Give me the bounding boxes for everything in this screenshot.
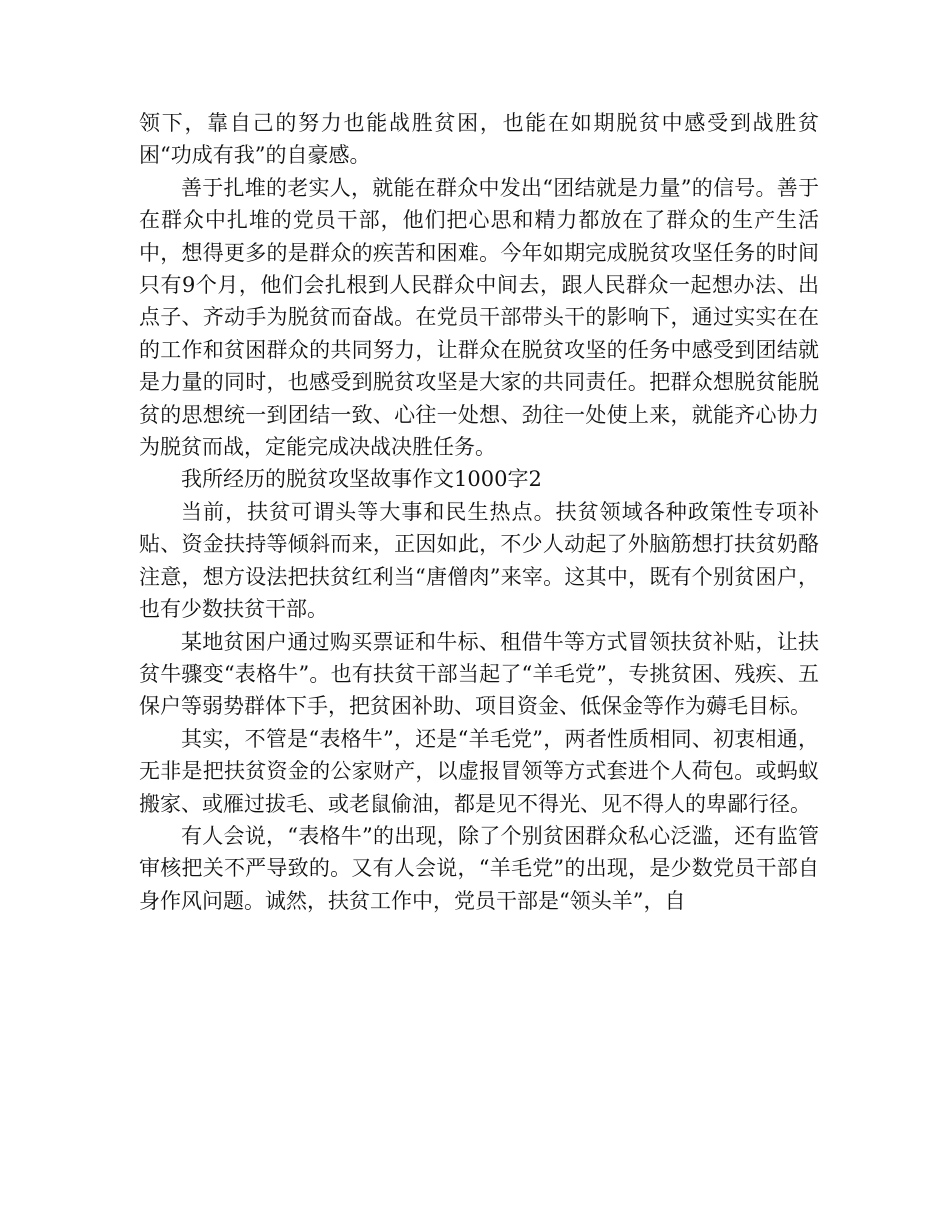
paragraph-4: 某地贫困户通过购买票证和牛标、租借牛等方式冒领扶贫补贴，让扶贫牛骤变“表格牛”。也有扶贫干部当起了“羊毛党”，专挑贫困、残疾、五保户等弱势群体下手，把贫困补助、项目资金、低保金等作为薅毛目标。 bbox=[139, 629, 819, 719]
paragraph-3: 当前，扶贫可谓头等大事和民生热点。扶贫领域各种政策性专项补贴、资金扶持等倾斜而来，正因如此，不少人动起了外脑筋想打扶贫奶酪注意，想方设法把扶贫红利当“唐僧肉”来宰。这其中，既有个别贫困户，也有少数扶贫干部。 bbox=[139, 499, 819, 622]
paragraph-2: 善于扎堆的老实人，就能在群众中发出“团结就是力量”的信号。善于在群众中扎堆的党员干部，他们把心思和精力都放在了群众的生产生活中，想得更多的是群众的疾苦和困难。今年如期完成脱贫攻坚任务的时间只有9个月，他们会扎根到人民群众中间去，跟人民群众一起想办法、出点子、齐动手为脱贫而奋战。在党员干部带头干的影响下，通过实实在在的工作和贫困群众的共同努力，让群众在脱贫攻坚的任务中感受到团结就是力量的同时，也感受到脱贫攻坚是大家的共同责任。把群众想脱贫能脱贫的思想统一到团结一致、心往一处想、劲往一处使上来，就能齐心协力为脱贫而战，定能完成决战决胜任务。 bbox=[139, 175, 819, 460]
paragraph-1: 领下，靠自己的努力也能战胜贫困，也能在如期脱贫中感受到战胜贫困“功成有我”的自豪感。 bbox=[139, 111, 819, 168]
paragraph-6: 有人会说，“表格牛”的出现，除了个别贫困群众私心泛滥，还有监管审核把关不严导致的。又有人会说，“羊毛党”的出现，是少数党员干部自身作风问题。诚然，扶贫工作中，党员干部是“领头羊”，自 bbox=[139, 823, 819, 913]
section-heading: 我所经历的脱贫攻坚故事作文1000字2 bbox=[181, 467, 542, 492]
paragraph-5: 其实，不管是“表格牛”，还是“羊毛党”，两者性质相同、初衷相通，无非是把扶贫资金的公家财产，以虚报冒领等方式套进个人荷包。或蚂蚁搬家、或雁过拔毛、或老鼠偷油，都是见不得光、见不得人的卑鄙行径。 bbox=[139, 726, 819, 816]
document-body bbox=[139, 107, 819, 917]
